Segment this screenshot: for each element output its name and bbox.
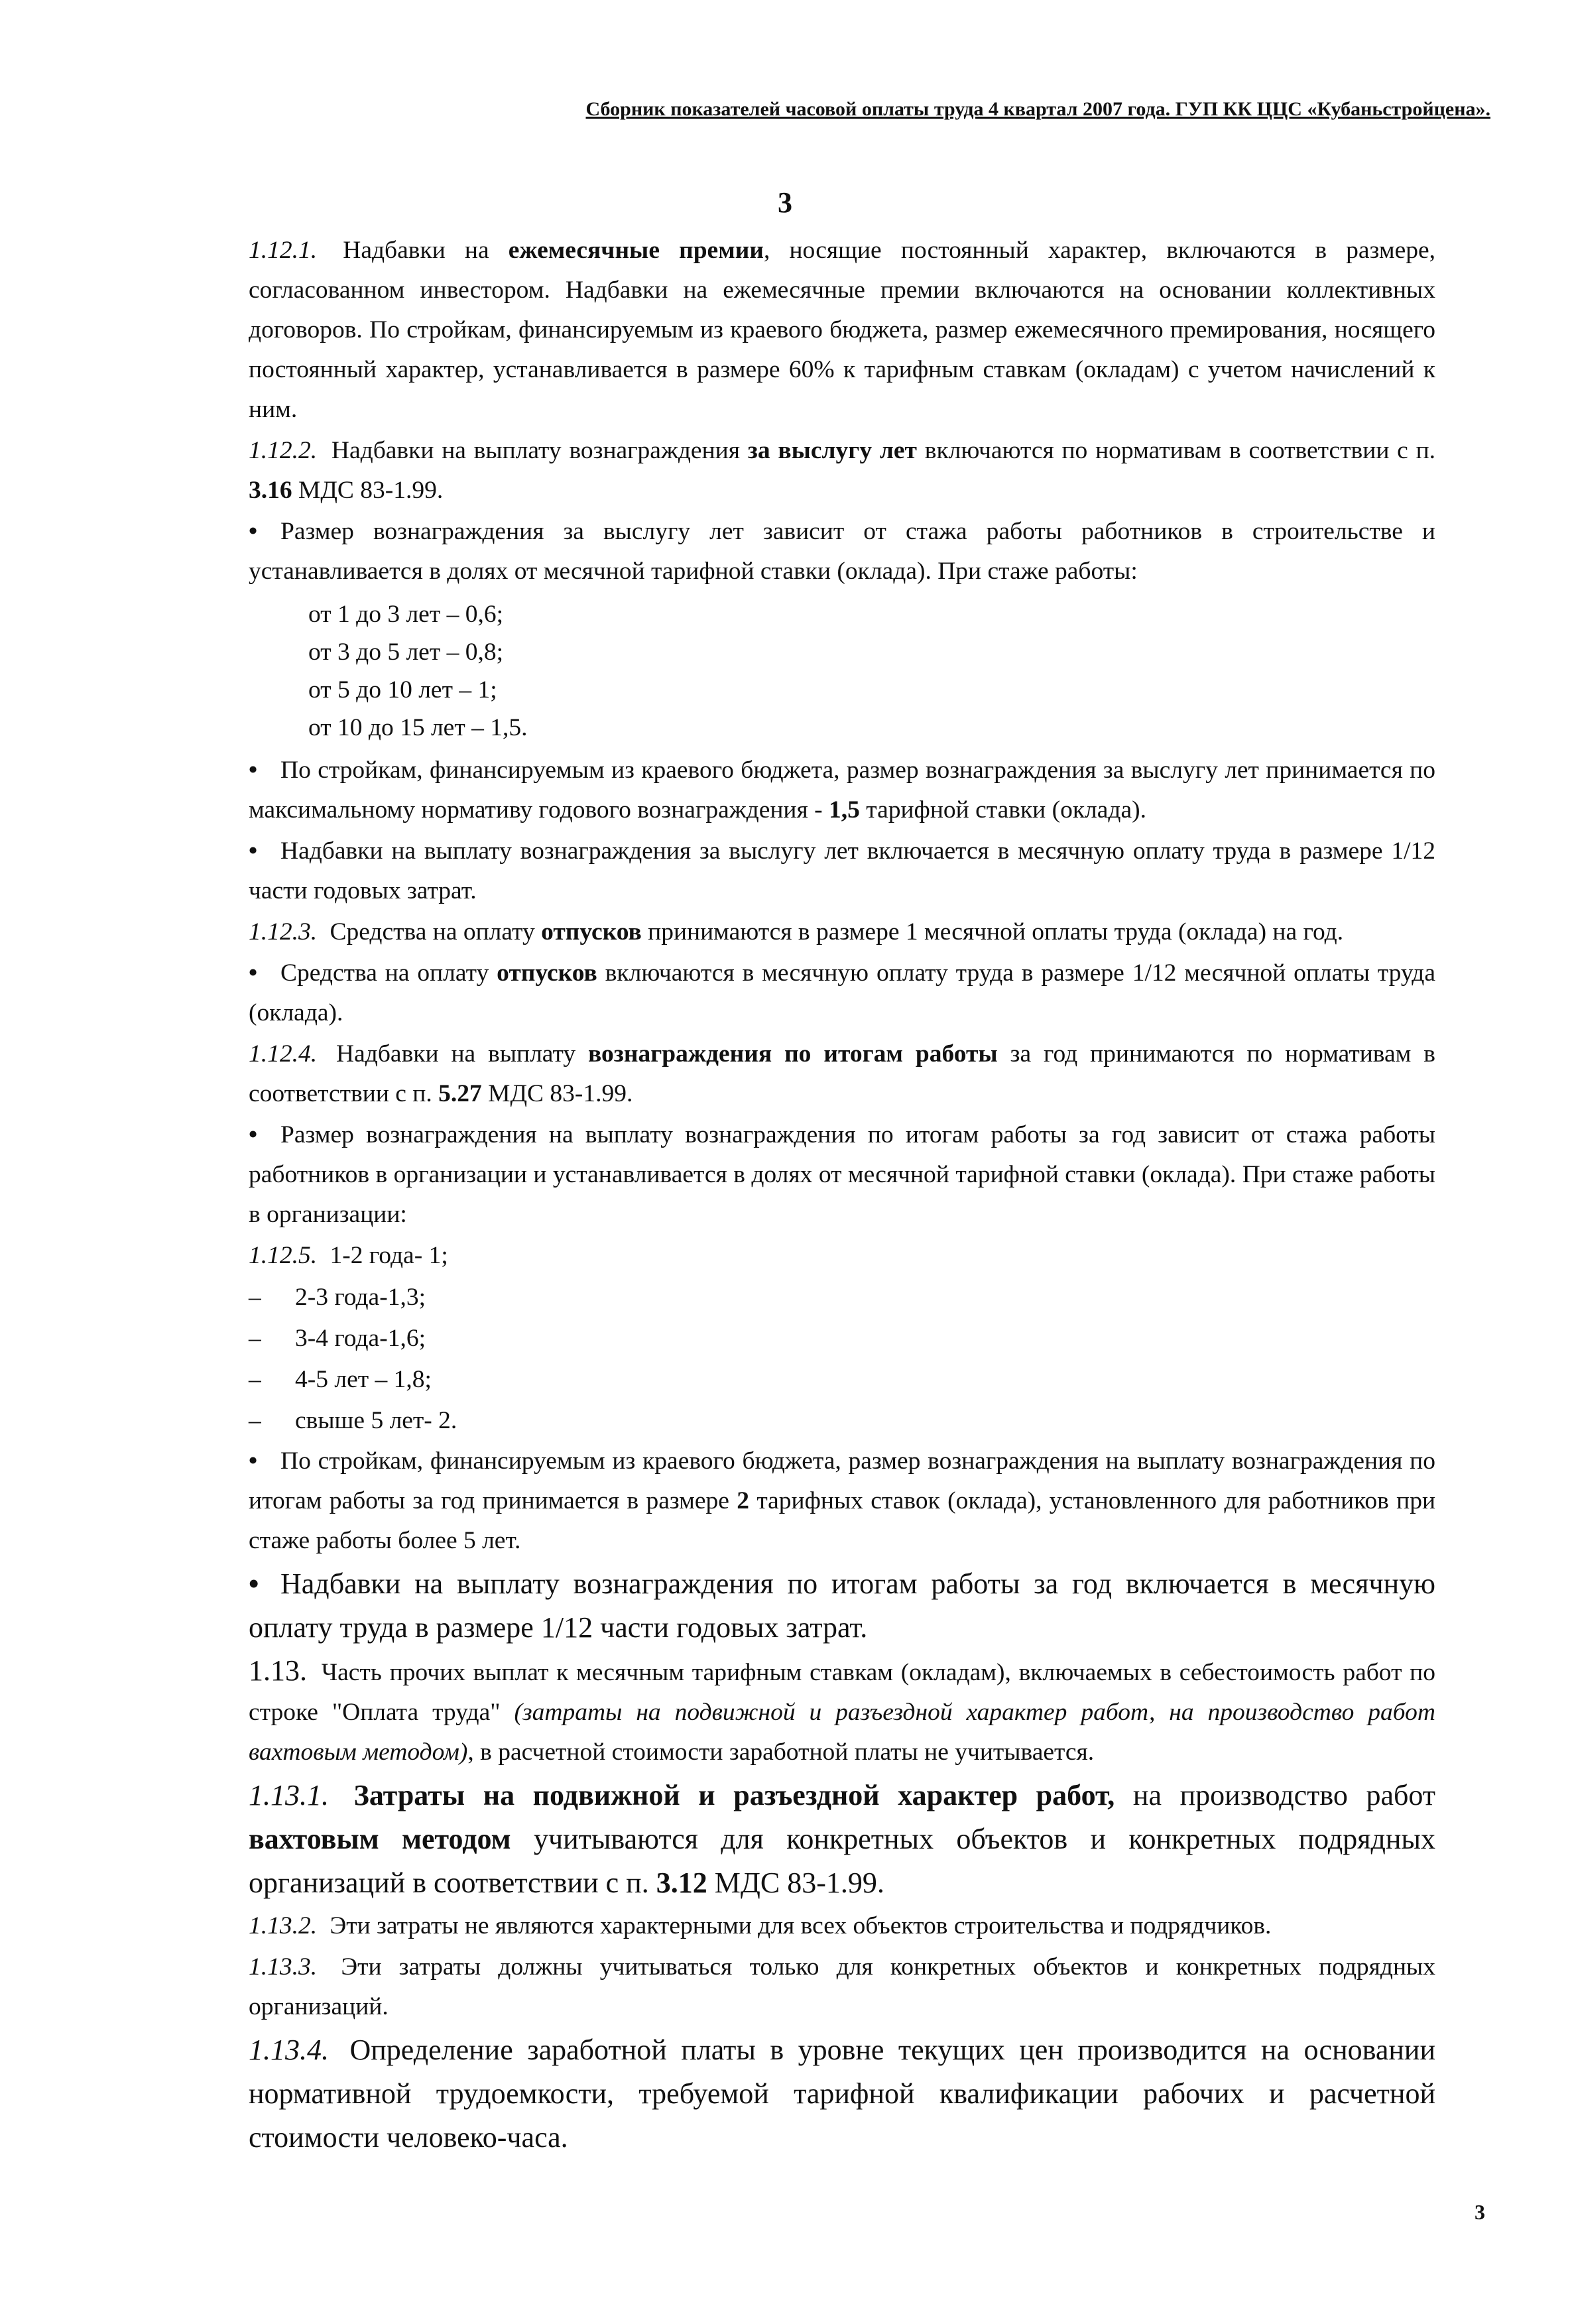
paragraph-1-13-2: [249, 1906, 1435, 1946]
list-item: [249, 1400, 1435, 1441]
document-body: [249, 231, 1435, 2161]
text: за год принимаются по нормативам в соответствии с п.: [249, 1040, 1435, 1107]
clause-number: 1.13.2.: [249, 1912, 318, 1939]
text: Надбавки на выплату вознаграждения за выслугу лет включается в месячную оплату труда в размере 1/12 части годовых затрат.: [249, 837, 1435, 904]
paragraph-1-12-2: [249, 431, 1435, 511]
list-item-text: 2-3 года-1,3;: [295, 1284, 426, 1311]
clause-number: 1.12.3.: [249, 918, 318, 946]
text: МДС 83-1.99.: [488, 1080, 633, 1107]
annual-results-list: [249, 1277, 1435, 1441]
emphasis: вознаграждения по итогам работы: [588, 1040, 998, 1068]
paragraph-1-12-3: [249, 912, 1435, 952]
emphasis: 5.27: [438, 1080, 482, 1107]
bullet-icon: •: [249, 959, 258, 987]
text: Размер вознаграждения на выплату вознаграждения по итогам работы за год зависит от стажа работы работников в организации и устанавливается в долях от месячной тарифной ставки (оклада). При стаже работы в организации:: [249, 1121, 1435, 1228]
emphasis: Затраты на подвижной и разъездной характер работ,: [353, 1779, 1115, 1811]
emphasis: 3.12: [656, 1866, 707, 1899]
document-header: Сборник показателей часовой оплаты труда 4 квартал 2007 года. ГУП КК ЦЦС «Кубаньстройцена».: [585, 98, 1490, 120]
text: Определение заработной платы в уровне текущих цен производится на основании нормативной трудоемкости, требуемой тарифной квалификации рабочих и расчетной стоимости человеко-часа.: [249, 2034, 1435, 2154]
list-item-text: свыше 5 лет- 2.: [295, 1407, 457, 1434]
text: включаются по нормативам в соответствии с п.: [924, 437, 1436, 464]
text: , в расчетной стоимости заработной платы не учитывается.: [467, 1739, 1095, 1766]
page-number-top: 3: [778, 186, 792, 219]
text: Надбавки на выплату: [336, 1040, 576, 1068]
text: тарифной ставки (оклада).: [866, 796, 1147, 824]
paragraph-1-13: [249, 1651, 1435, 1772]
paragraph-1-12-4: [249, 1034, 1435, 1114]
clause-number: 1.12.1.: [249, 237, 318, 264]
paragraph-1-13-1: [249, 1774, 1435, 1905]
list-item: от 10 до 15 лет – 1,5.: [308, 714, 528, 741]
clause-number: 1.13.: [249, 1654, 307, 1687]
bullet-paragraph-annual-results: [249, 1115, 1435, 1235]
clause-number: 1.13.4.: [249, 2034, 329, 2066]
list-item: от 5 до 10 лет – 1;: [308, 676, 497, 703]
page-number-bottom: 3: [1475, 2200, 1485, 2224]
clause-number: 1.12.4.: [249, 1040, 318, 1068]
text: тарифных ставок (оклада), установленного для работников при стаже работы более 5 лет.: [249, 1487, 1436, 1554]
text: МДС 83-1.99.: [714, 1866, 884, 1899]
bullet-icon: •: [249, 757, 258, 784]
text: По стройкам, финансируемым из краевого бюджета, размер вознаграждения за выслугу лет принимается по максимальному нормативу годового вознаграждения -: [249, 757, 1435, 824]
list-item: от 1 до 3 лет – 0,6;: [308, 601, 504, 628]
list-item: от 3 до 5 лет – 0,8;: [308, 639, 504, 666]
text: включаются в месячную оплату труда в размере 1/12 месячной оплаты труда (оклада).: [249, 959, 1435, 1026]
clause-number: 1.12.5.: [249, 1242, 318, 1269]
text: Надбавки на: [343, 237, 489, 264]
clause-number: 1.13.3.: [249, 1953, 318, 1981]
text: Надбавки на выплату вознаграждения по итогам работы за год включается в месячную оплату труда в размере 1/12 части годовых затрат.: [249, 1567, 1435, 1644]
bullet-icon: •: [249, 837, 258, 865]
paragraph-1-12-1: [249, 231, 1435, 430]
text: 1-2 года- 1;: [330, 1242, 448, 1269]
text: Средства на оплату: [280, 959, 489, 987]
text: Часть прочих выплат к месячным тарифным ставкам (окладам), включаемых в себестоимость работ по строке "Оплата труда": [249, 1659, 1435, 1726]
text: Эти затраты не являются характерными для всех объектов строительства и подрядчиков.: [330, 1912, 1272, 1939]
emphasis: вахтовым методом: [249, 1823, 511, 1855]
list-item: [249, 1318, 1435, 1359]
bullet-paragraph-monthly-share: [249, 831, 1435, 911]
text: на производство работ: [1132, 1779, 1436, 1811]
emphasis: 3.16: [249, 477, 292, 504]
text: По стройкам, финансируемым из краевого бюджета, размер вознаграждения на выплату вознаграждения по итогам работы за год принимается в размере: [249, 1447, 1435, 1514]
text: учитываются для конкретных объектов и конкретных подрядных организаций в соответствии с п.: [249, 1823, 1435, 1899]
emphasis: 2: [737, 1487, 749, 1514]
dash-icon: –: [249, 1325, 261, 1352]
list-item-text: 4-5 лет – 1,8;: [295, 1366, 432, 1393]
text: Размер вознаграждения за выслугу лет зависит от стажа работы работников в строительстве и устанавливается в долях от месячной тарифной ставки (оклада). При стаже работы:: [249, 518, 1435, 585]
text: МДС 83-1.99.: [298, 477, 444, 504]
list-item: [249, 1359, 1435, 1400]
bullet-paragraph-regional-annual: [249, 1441, 1435, 1561]
text: Эти затраты должны учитываться только для конкретных объектов и конкретных подрядных организаций.: [249, 1953, 1435, 2020]
bullet-paragraph-regional-budget: [249, 751, 1435, 830]
bullet-paragraph-tenure: [249, 512, 1435, 591]
emphasis: отпусков: [541, 918, 642, 946]
dash-icon: –: [249, 1366, 261, 1393]
bullet-icon: •: [249, 1447, 258, 1475]
text: , носящие постоянный характер, включаются в размере, согласованном инвестором. Надбавки на ежемесячные премии включаются на основании коллективных договоров. По стройкам, финансируемым из краевого бюджета, размер ежемесячного премирования, носящего постоянный характер, устанавливается в размере 60% к тарифным ставкам (окладам) с учетом начислений к ним.: [249, 237, 1435, 423]
emphasis: (затраты на подвижной и разъездной характер работ, на производство работ вахтовым методом): [249, 1699, 1435, 1766]
bullet-paragraph-vacation: [249, 953, 1435, 1033]
tenure-list: [308, 595, 1435, 747]
bullet-icon: •: [249, 518, 258, 545]
dash-icon: –: [249, 1407, 261, 1434]
clause-number: 1.12.2.: [249, 437, 318, 464]
paragraph-1-12-5: [249, 1236, 1435, 1276]
paragraph-1-13-3: [249, 1947, 1435, 2027]
emphasis: за выслугу лет: [747, 437, 917, 464]
emphasis: отпусков: [497, 959, 597, 987]
clause-number: 1.13.1.: [249, 1779, 329, 1811]
text: Средства на оплату: [330, 918, 535, 946]
emphasis: ежемесячные премии: [508, 237, 764, 264]
paragraph-1-13-4: [249, 2028, 1435, 2160]
bullet-icon: •: [249, 1567, 259, 1600]
bullet-paragraph-annual-monthly: [249, 1562, 1435, 1650]
list-item-text: 3-4 года-1,6;: [295, 1325, 426, 1352]
text: Надбавки на выплату вознаграждения: [331, 437, 740, 464]
emphasis: 1,5: [828, 796, 860, 824]
list-item: [249, 1277, 1435, 1318]
text: принимаются в размере 1 месячной оплаты труда (оклада) на год.: [648, 918, 1344, 946]
bullet-icon: •: [249, 1121, 258, 1148]
dash-icon: –: [249, 1284, 261, 1311]
